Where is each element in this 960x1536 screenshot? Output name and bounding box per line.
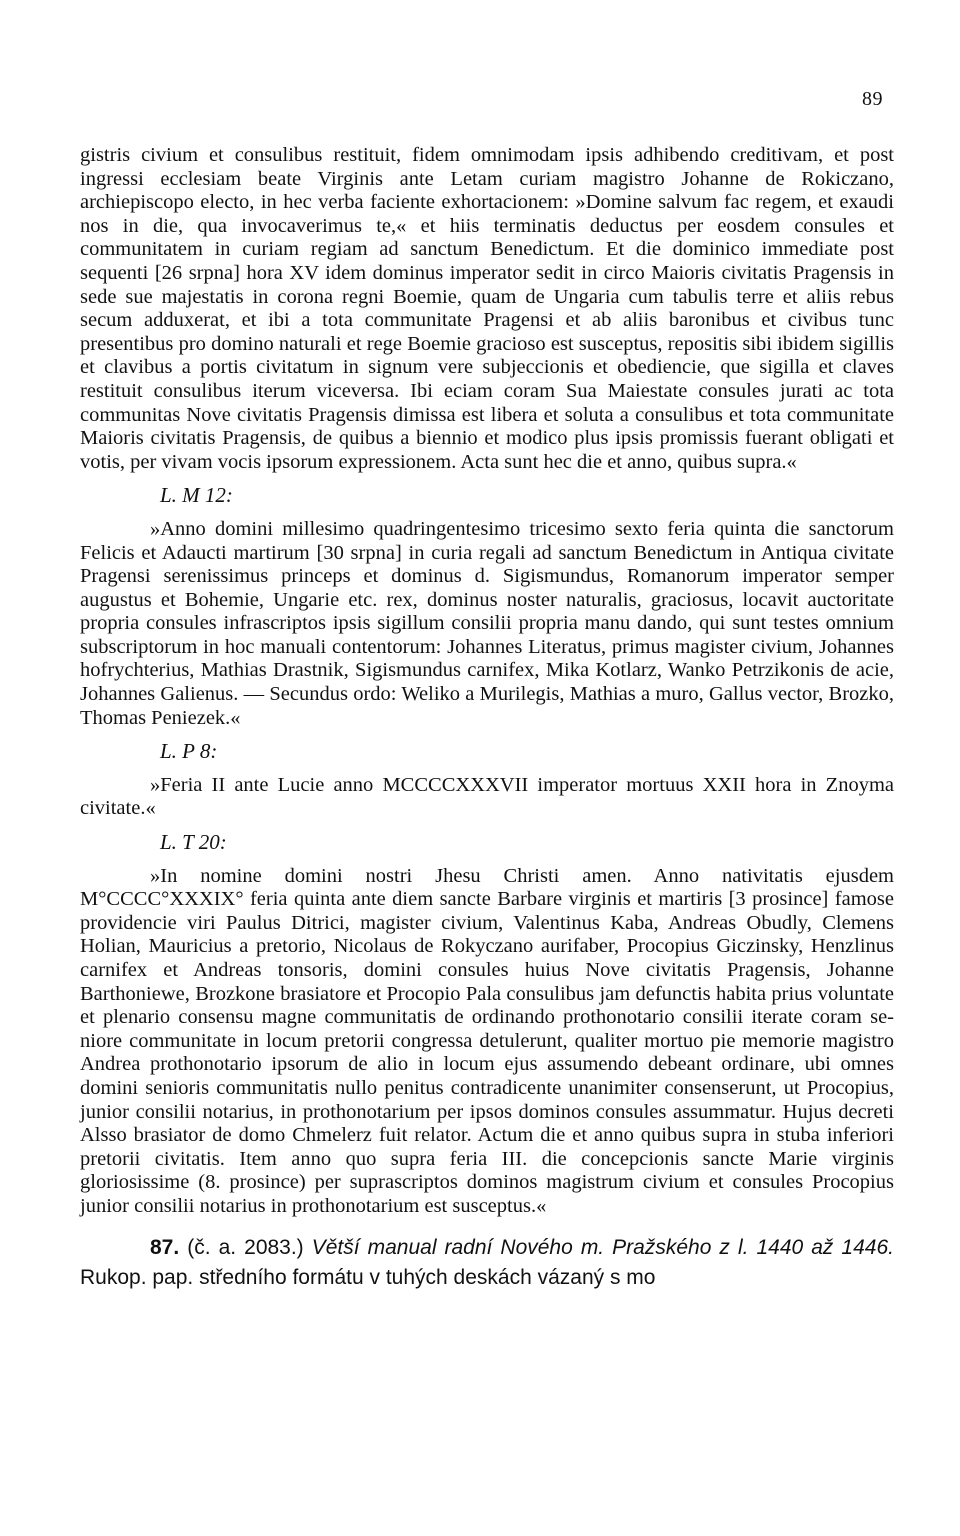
heading-lt20: L. T 20:	[160, 830, 227, 855]
paragraph-4: »In nomine domini nostri Jhesu Christi amen. Anno nativitatis ejusdem M°CCCC°XXXIX° feria quinta ante diem sancte Barbare virginis et martiris [3 prosince] famose providencie viri Paulus Ditrici, magister civium, Valentinus Kaba, Andreas Obudly, Clemens Holian, Mauricius a pretorio, Nicolaus de Rokyczano aurifaber, Procopius Giczinsky, Henzlinus carnifex et Andreas tonsoris, domini consules huius Nove civitatis Pragensis, Johanne Barthoniewe, Brozkone brasiatore et Procopio Pala consulibus jam defunctis habita prius voluntate et plenario consensu magne communitatis de ordinando prothonotario consilii iterate coram seniore communitate in locum pretorii congressa detulerunt, qualiter mortuo pie memorie magistro Andrea prothonotario ipsorum de alio in locum ejus assumendo debeant ordinare, ubi omnes domini senioris communitatis nullo penitus contradicente unanimiter consenserunt, ut Procopius, junior consilii notarius, in prothonotarium per ipsos dominos consules assummatur. Hujus decreti Alsso brasiator de domo Chmelerz fuit relator. Actum die et anno quibus supra in stuba inferiori pretorii civitatis. Item anno quo supra feria III. die concepcionis sancte Marie virginis gloriosissime (8. prosince) per suprascriptos dominos magistrum civium et consules Procopius junior consilii notarius in prothonotarium est susceptus.«	[80, 864, 894, 1217]
paragraph-3: »Feria II ante Lucie anno MCCCCXXXVII imperator mortuus XXII hora in Znoyma civitate.«	[80, 773, 894, 820]
paragraph-1: gistris civium et consulibus restituit, fidem omnimodam ipsis adhibendo creditivam, et post ingressi ecclesiam beate Virginis ante Letam curiam magistro Johanne de Rokiczano, archiepiscopo electo, in hec verba faciente exhortacionem: »Domine salvum fac regem, et exaudi nos in die, qua invocaverimus te,« et hiis terminatis deductus per eosdem consules et communitatem in curiam regiam ad sanctum Benedictum. Et die dominico immediate post sequenti [26 srpna] hora XV idem dominus imperator sedit in circo Maioris civitatis Pragensis in sede sue majestatis in corona regni Boemie, quam de Ungaria cum tabulis terre et aliis rebus secum adduxerat, et ibi a tota communitate Pragensi et ab aliis baronibus et civibus tunc presentibus pro domino naturali et rege Boemie gracioso est susceptus, repositis sibi ibidem sigillis et clavibus a portis civitatum in signum vere subjeccionis et obediencie, que sigilla et claves restituit consulibus iterum viceversa. Ibi eciam coram Sua Maiestate consules jurati ac tota communitas Nove civitatis Pragensis dimissa est libera et soluta a consulibus et tota communitate Maioris civitatis Pragensis, de quibus a biennio et modico plus ipsis promissis fuerant obligati et votis, per vivam vocis ipsorum expressionem. Acta sunt hec die et anno, quibus supra.«	[80, 144, 894, 473]
catalog-number: 87.	[150, 1235, 180, 1259]
body-text	[80, 144, 894, 1293]
catalog-title: Větší manual radní Nového m. Pražského z l. 1440 až 1446.	[311, 1235, 894, 1259]
page-number: 89	[862, 88, 883, 110]
catalog-ref: (č. a. 2083.)	[179, 1235, 312, 1259]
catalog-entry	[80, 1233, 894, 1293]
heading-lp8: L. P 8:	[160, 739, 218, 764]
catalog-description: Rukop. pap. středního formátu v tuhých deskách vázaný s mo	[80, 1265, 656, 1289]
paragraph-2: »Anno domini millesimo quadringentesimo tricesimo sexto feria quinta die sanctorum Felicis et Adaucti martirum [30 srpna] in curia regali ad sanctum Benedictum in Antiqua civitate Pragensi serenissimus princeps et dominus d. Sigismundus, Romanorum imperator semper augustus et Bohemie, Ungarie etc. rex, dominus noster naturalis, graciosus, locavit auctoritate propria consules infrascriptos ipsis sigillum consilii propria manu dando, qui sunt testes omnium subscriptorum in hoc manuali contentorum: Johannes Literatus, primus magister civium, Johannes hofrychterius, Mathias Drastnik, Sigismundus carnifex, Mika Kotlarz, Wanko Petrzikonis de acie, Johannes Galienus. — Secundus ordo: Weliko a Murilegis, Mathias a muro, Gallus vector, Brozko, Thomas Peniezek.«	[80, 517, 894, 729]
heading-lm12: L. M 12:	[160, 483, 233, 508]
